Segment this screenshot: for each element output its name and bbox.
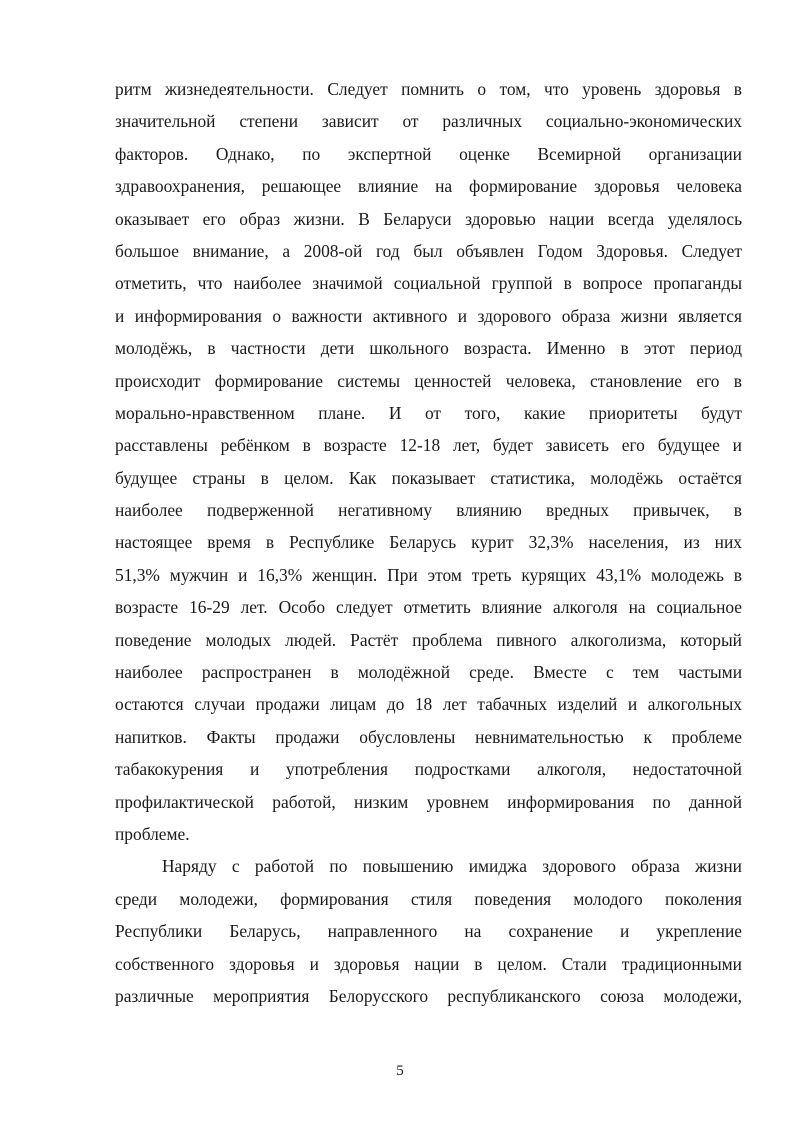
paragraph	[115, 850, 742, 1012]
text-line: наиболее распространен в молодёжной среде. Вместе с тем частыми	[115, 662, 742, 683]
text-line: напитков. Факты продажи обусловлены невнимательностью к проблеме	[115, 726, 742, 747]
text-line: ритм жизнедеятельности. Следует помнить о том, что уровень здоровья в	[115, 79, 742, 99]
text-line: здравоохранения, решающее влияние на формирование здоровья человека	[115, 176, 742, 197]
text-line: факторов. Однако, по экспертной оценке Всемирной организации	[115, 143, 742, 164]
text-line: и информирования о важности активного и здорового образа жизни является	[115, 305, 742, 326]
text-line: настоящее время в Республике Беларусь курит 32,3% населения, из них	[115, 532, 742, 553]
text-line: наиболее подверженной негативному влиянию вредных привычек, в	[115, 500, 742, 521]
page-number: 5	[396, 1063, 404, 1079]
text-line: профилактической работой, низким уровнем информирования по данной	[115, 791, 742, 812]
text-line: Республики Беларусь, направленного на сохранение и укрепление	[115, 921, 742, 942]
text-line: 51,3% мужчин и 16,3% женщин. При этом треть курящих 43,1% молодежь в	[115, 564, 742, 585]
text-line: будущее страны в целом. Как показывает статистика, молодёжь остаётся	[115, 467, 742, 488]
text-line: возрасте 16-29 лет. Особо следует отметить влияние алкоголя на социальное	[115, 597, 742, 618]
body-text	[115, 73, 742, 1012]
text-line: поведение молодых людей. Растёт проблема пивного алкоголизма, который	[115, 629, 742, 650]
text-line: оказывает его образ жизни. В Беларуси здоровью нации всегда уделялось	[115, 208, 742, 229]
text-line: Наряду с работой по повышению имиджа здорового образа жизни	[162, 856, 742, 877]
text-line: проблеме.	[115, 823, 190, 844]
text-line: различные мероприятия Белорусского республиканского союза молодежи,	[115, 985, 742, 1006]
text-line: расставлены ребёнком в возрасте 12-18 лет, будет зависеть его будущее и	[115, 435, 742, 456]
text-line: молодёжь, в частности дети школьного возраста. Именно в этот период	[115, 338, 742, 359]
text-line: значительной степени зависит от различных социально-экономических	[115, 111, 742, 132]
text-line: табакокурения и употребления подростками алкоголя, недостаточной	[115, 759, 742, 780]
text-line: среди молодежи, формирования стиля поведения молодого поколения	[115, 888, 742, 909]
paragraph	[115, 73, 742, 850]
text-line: морально-нравственном плане. И от того, какие приоритеты будут	[115, 402, 742, 423]
text-line: большое внимание, а 2008-ой год был объявлен Годом Здоровья. Следует	[115, 240, 742, 261]
text-line: происходит формирование системы ценностей человека, становление его в	[115, 370, 742, 391]
text-line: остаются случаи продажи лицам до 18 лет табачных изделий и алкогольных	[115, 694, 742, 715]
text-line: отметить, что наиболее значимой социальной группой в вопросе пропаганды	[115, 273, 742, 294]
text-line: собственного здоровья и здоровья нации в целом. Стали традиционными	[115, 953, 742, 974]
